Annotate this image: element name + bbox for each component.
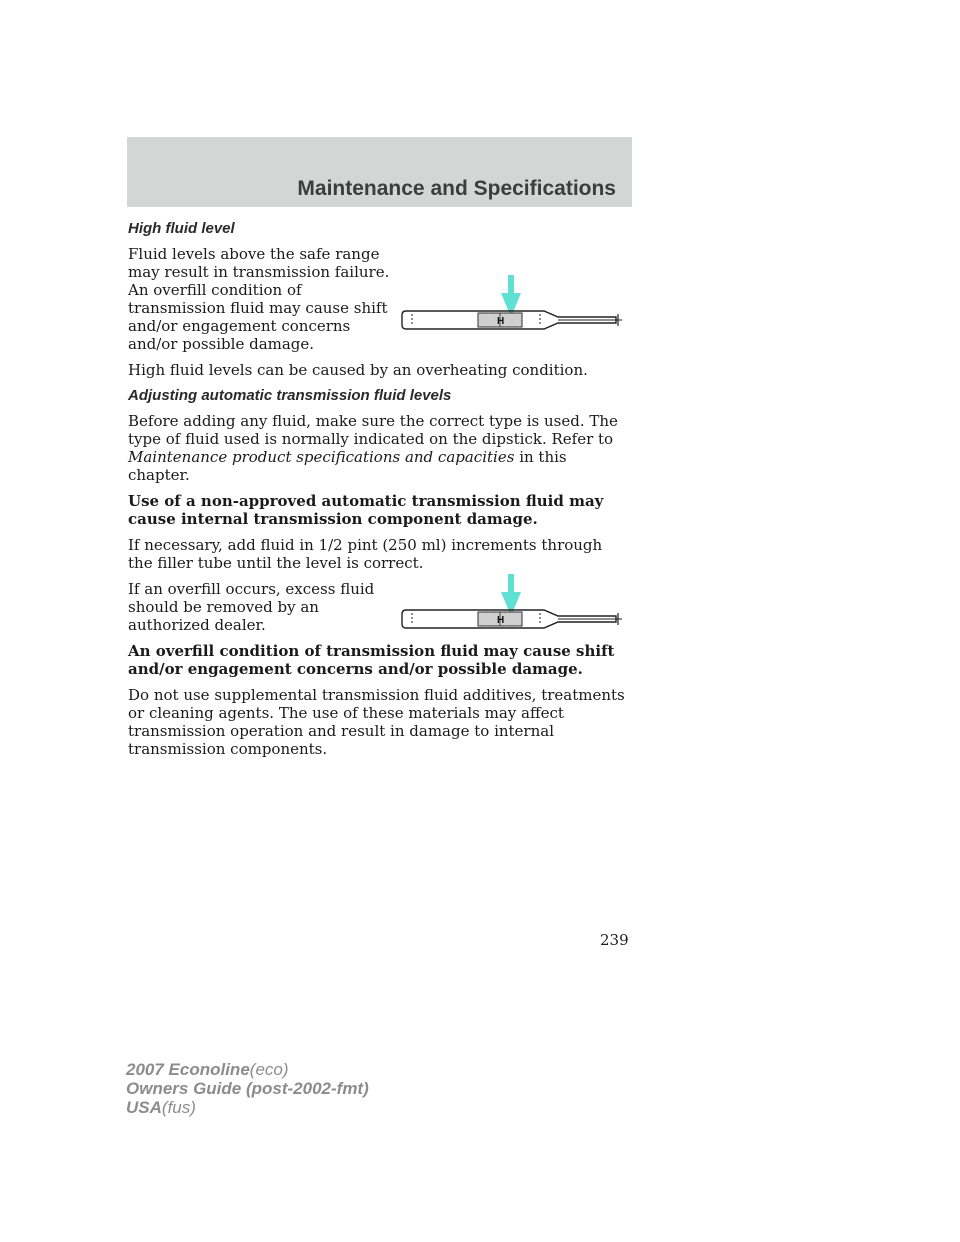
dipstick-h-mark: H (497, 316, 505, 327)
chapter-reference: Maintenance product specifications and capacities (128, 448, 515, 466)
footer-line-2: Owners Guide (post-2002-fmt) (126, 1079, 369, 1098)
adjusting-para-1: Before adding any fluid, make sure the correct type is used. The type of fluid used is normally indicated on the dipstick. Refer to Maintenance product specifications and capacities in this chapter. (128, 412, 618, 484)
adjusting-para-2: If necessary, add fluid in 1/2 pint (250 ml) increments through the filler tube until the level is correct. (128, 536, 603, 572)
footer-line-3: USA(fus) (126, 1098, 196, 1117)
warning-non-approved-fluid: Use of a non-approved automatic transmission fluid may cause internal transmission component damage. (128, 492, 604, 528)
section-title: Maintenance and Specifications (297, 177, 616, 200)
document-footer (126, 1060, 369, 1117)
overfill-figure-row (128, 580, 628, 634)
page-content (128, 220, 628, 766)
dipstick-high-illustration (400, 275, 622, 345)
high-fluid-para-1: Fluid levels above the safe range may result in transmission failure. An overfill condition of transmission fluid may cause shift and/or engagement concerns and/or possible damage. (128, 245, 390, 353)
high-fluid-figure-row (128, 245, 628, 353)
high-fluid-level-heading: High fluid level (128, 220, 235, 237)
adjusting-para-4: Do not use supplemental transmission fluid additives, treatments or cleaning agents. The use of these materials may affect transmission operation and result in damage to internal transmission components. (128, 686, 625, 758)
warning-overfill: An overfill condition of transmission fluid may cause shift and/or engagement concerns and/or possible damage. (128, 642, 615, 678)
adjusting-para-3: If an overfill occurs, excess fluid should be removed by an authorized dealer. (128, 580, 375, 634)
arrow-shaft-icon (508, 275, 514, 293)
dipstick-overfill-illustration (400, 574, 622, 644)
footer-line-1: 2007 Econoline(eco) (126, 1060, 289, 1079)
adjusting-fluid-heading: Adjusting automatic transmission fluid levels (128, 387, 452, 404)
header-band (127, 137, 632, 207)
dipstick-h-mark: H (497, 615, 505, 626)
page-number: 239 (600, 931, 629, 949)
high-fluid-para-2: High fluid levels can be caused by an overheating condition. (128, 361, 588, 379)
arrow-shaft-icon (508, 574, 514, 592)
